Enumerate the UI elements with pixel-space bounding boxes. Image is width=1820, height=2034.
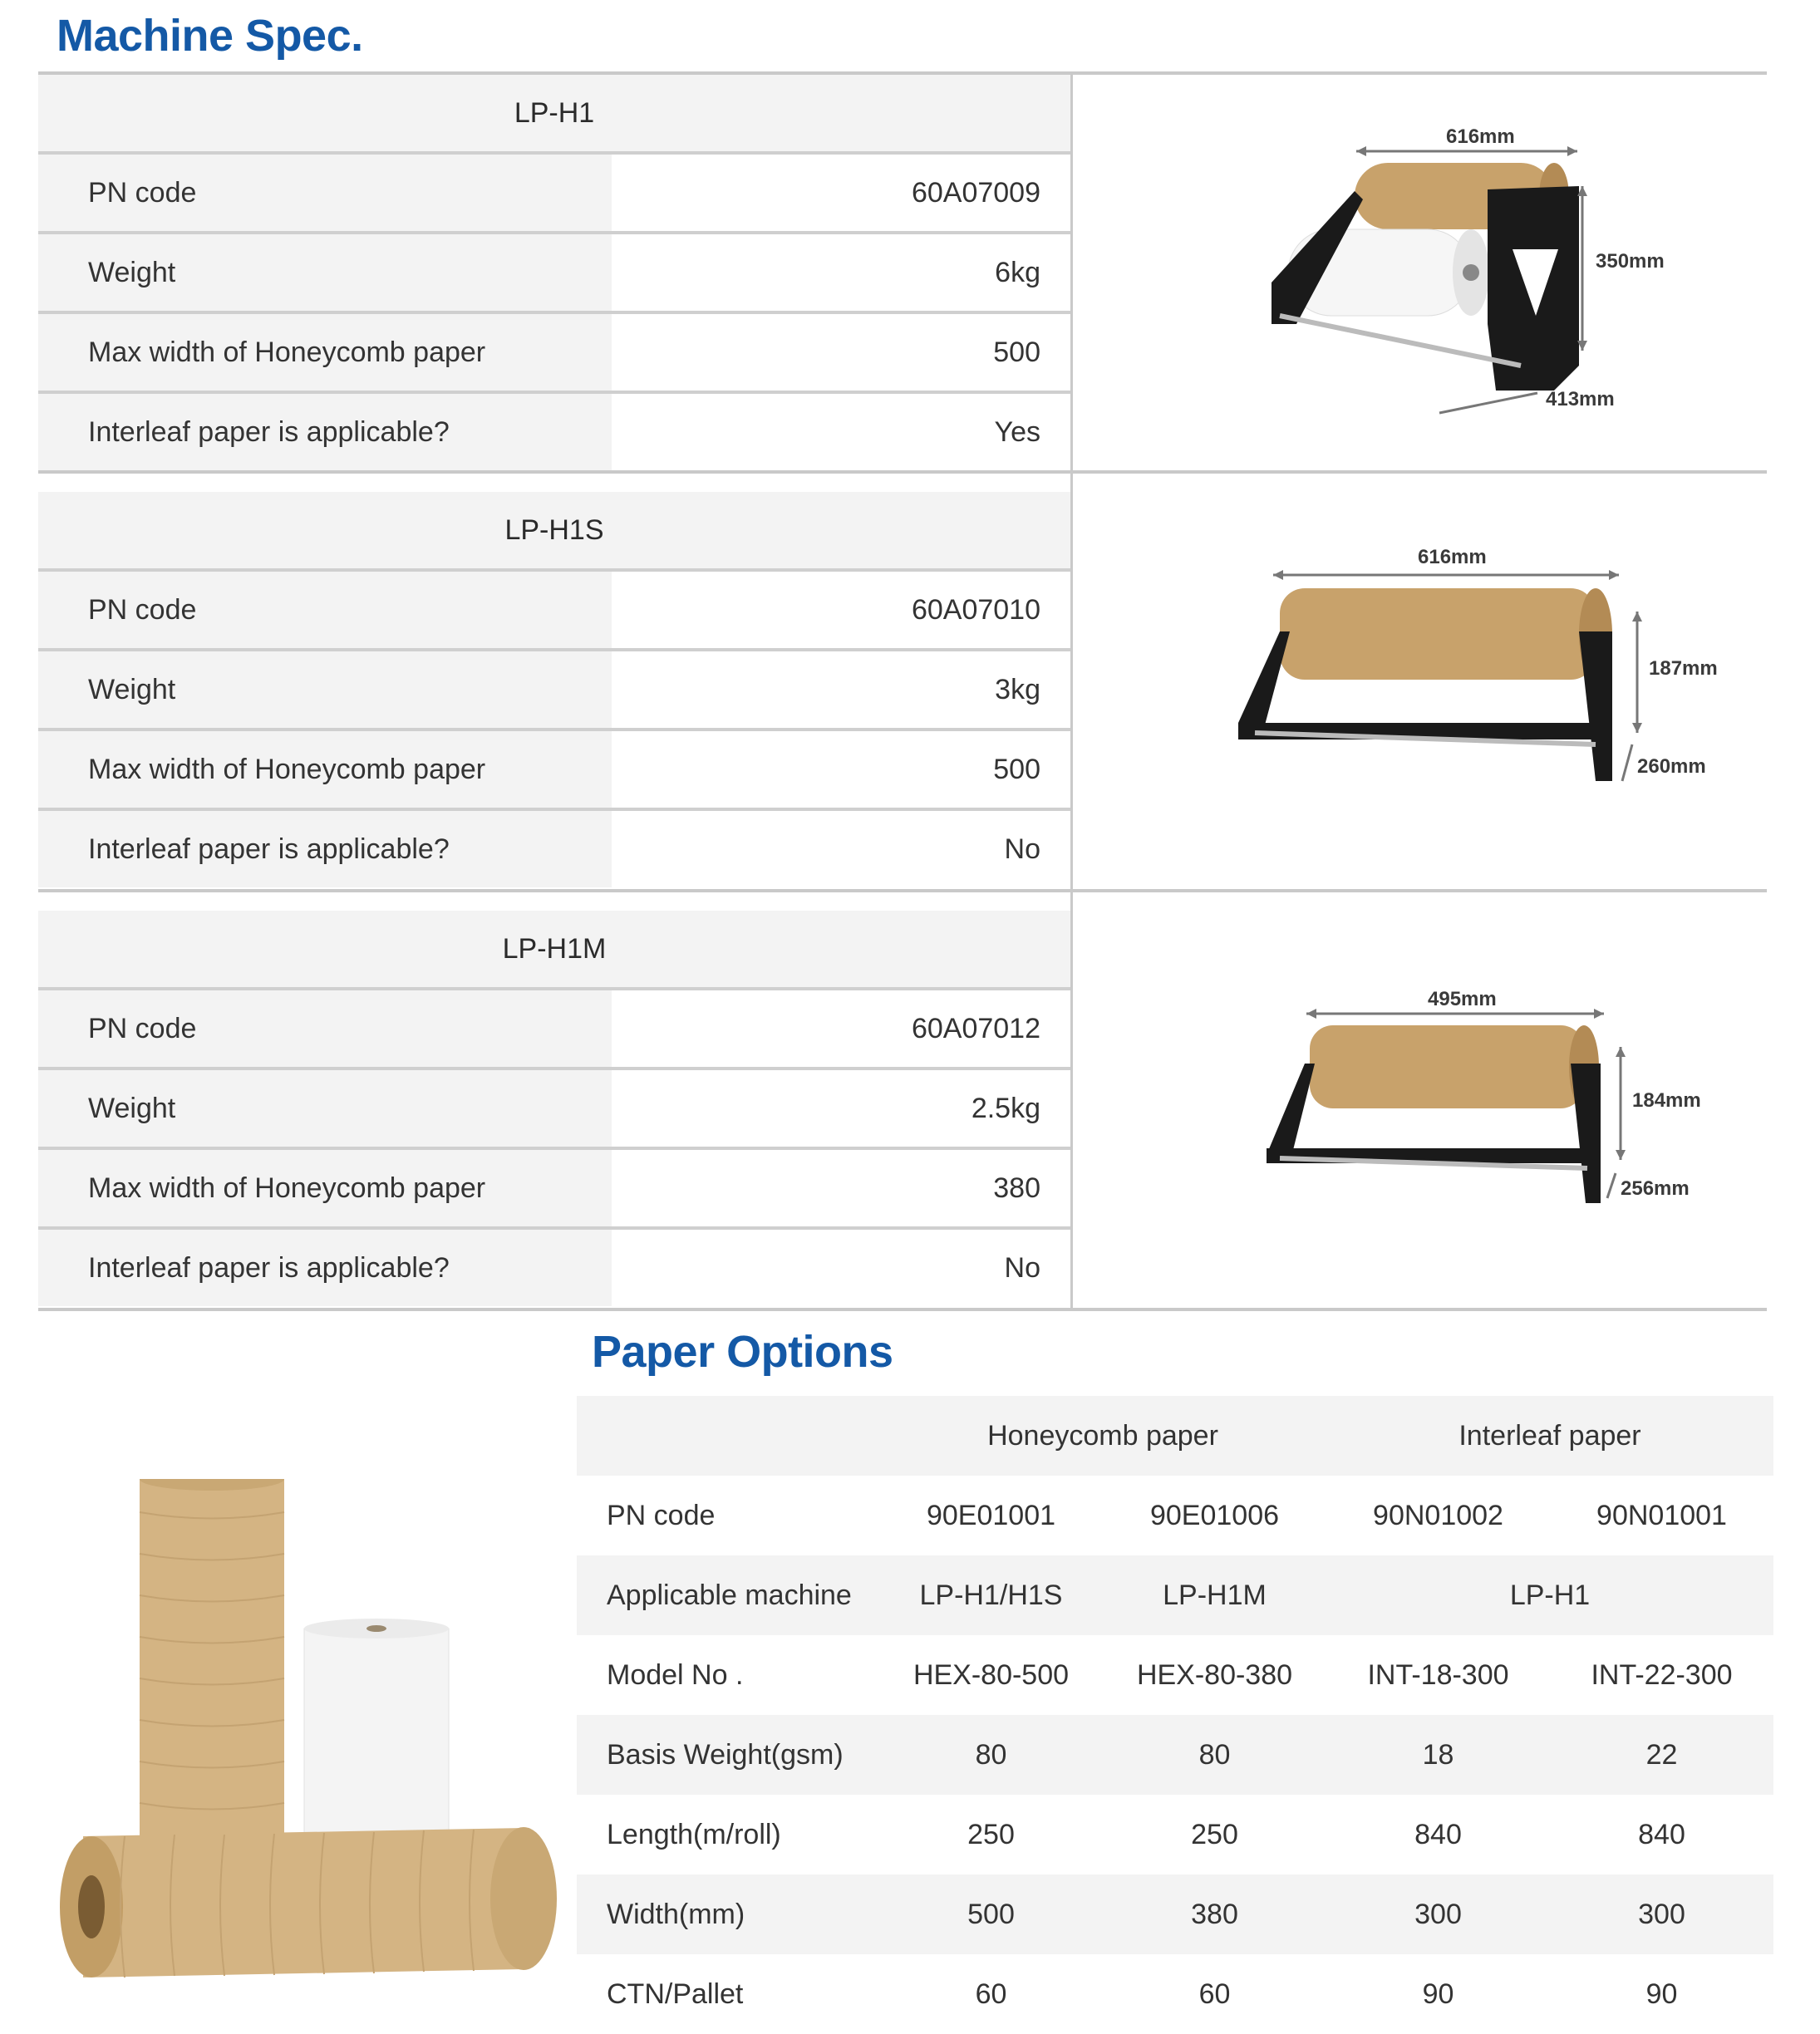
table-cell: HEX-80-500 [912,1658,1070,1691]
spec-row [38,651,1070,731]
spec-row [38,731,1070,811]
table-cell: 90 [1422,1978,1454,2010]
spec-value: 380 [612,1150,1070,1226]
row-label: Width(mm) [607,1898,745,1930]
row-label: Length(m/roll) [607,1818,781,1850]
table-cell: 300 [1414,1898,1462,1930]
table-cell: 840 [1638,1818,1685,1850]
paper-rolls-image [58,1479,573,1978]
block-separator [38,470,1767,474]
table-row [577,1795,1773,1874]
dim-height-label: 187mm [1649,657,1718,680]
dim-depth-label: 260mm [1637,755,1706,778]
spec-label: Weight [38,234,612,311]
table-cell: 90N01002 [1373,1499,1503,1531]
row-label: PN code [607,1499,716,1531]
vertical-divider [1070,73,1073,1309]
table-row [577,1715,1773,1795]
spec-value: 6kg [612,234,1070,311]
spec-row [38,572,1070,651]
spec-row [38,1230,1070,1306]
machine-spec-title: Machine Spec. [57,11,363,61]
dim-depth-label: 256mm [1621,1177,1690,1200]
spec-value: Yes [612,394,1070,470]
table-cell: 90E01006 [1149,1499,1280,1531]
table-header-row [577,1396,1773,1476]
spec-row [38,811,1070,887]
spec-label: Interleaf paper is applicable? [38,1230,612,1306]
block-separator [38,889,1767,892]
spec-value: 500 [612,731,1070,808]
table-cell: 500 [967,1898,1015,1930]
model-name: LP-H1 [38,75,1070,155]
spec-label: Interleaf paper is applicable? [38,394,612,470]
row-label: CTN/Pallet [607,1978,744,2010]
spec-value: 60A07010 [612,572,1070,648]
group-header-honeycomb: Honeycomb paper [987,1419,1218,1452]
table-cell: 60 [975,1978,1007,2010]
spec-label: PN code [38,990,612,1067]
spec-label: Max width of Honeycomb paper [38,1150,612,1226]
spec-value: 60A07009 [612,155,1070,231]
table-cell: 18 [1422,1738,1454,1771]
spec-value: 2.5kg [612,1070,1070,1147]
spec-value: No [612,1230,1070,1306]
row-label: Basis Weight(gsm) [607,1738,844,1771]
table-cell: 250 [967,1818,1015,1850]
table-cell: 840 [1414,1818,1462,1850]
machine-lp-h1m-image [1255,980,1720,1213]
spec-row [38,314,1070,394]
table-cell: 90E01001 [926,1499,1056,1531]
spec-row [38,155,1070,234]
table-cell: 80 [1198,1738,1231,1771]
spec-label: Max width of Honeycomb paper [38,314,612,391]
table-row [577,1555,1773,1635]
spec-row [38,1070,1070,1150]
table-cell: LP-H1M [1163,1579,1267,1611]
table-row [577,1476,1773,1555]
spec-row [38,1150,1070,1230]
spec-label: Weight [38,1070,612,1147]
table-cell: 90N01001 [1596,1499,1727,1531]
table-cell: LP-H1/H1S [919,1579,1063,1611]
machine-lp-h1s-image [1222,540,1737,789]
dim-width-label: 616mm [1418,546,1487,568]
spec-label: PN code [38,572,612,648]
spec-value: 500 [612,314,1070,391]
dim-height-label: 350mm [1596,250,1665,273]
spec-block-lp-h1m [38,911,1070,1306]
dim-width-label: 616mm [1446,125,1515,148]
table-cell: LP-H1 [1509,1579,1591,1611]
table-row [577,1874,1773,1954]
dim-depth-label: 413mm [1546,388,1615,410]
dim-width-label: 495mm [1428,988,1497,1010]
spec-block-lp-h1s [38,492,1070,887]
table-cell: 60 [1198,1978,1231,2010]
table-cell: 250 [1191,1818,1238,1850]
paper-options-table [577,1396,1773,2034]
table-cell: INT-18-300 [1367,1658,1509,1691]
row-label: Applicable machine [607,1579,852,1611]
spec-value: 60A07012 [612,990,1070,1067]
table-cell: INT-22-300 [1591,1658,1733,1691]
table-row [577,1635,1773,1715]
table-cell: HEX-80-380 [1136,1658,1293,1691]
spec-block-lp-h1 [38,75,1070,470]
dim-height-label: 184mm [1632,1089,1701,1112]
table-row [577,1954,1773,2034]
spec-row [38,990,1070,1070]
spec-label: Interleaf paper is applicable? [38,811,612,887]
block-separator [38,1308,1767,1311]
spec-label: Weight [38,651,612,728]
table-cell: 22 [1645,1738,1678,1771]
table-cell: 90 [1645,1978,1678,2010]
spec-value: No [612,811,1070,887]
row-label: Model No . [607,1658,744,1691]
paper-options-title: Paper Options [592,1327,893,1377]
spec-value: 3kg [612,651,1070,728]
table-cell: 300 [1638,1898,1685,1930]
table-cell: 380 [1191,1898,1238,1930]
model-name: LP-H1M [38,911,1070,990]
spec-row [38,394,1070,470]
spec-label: Max width of Honeycomb paper [38,731,612,808]
group-header-interleaf: Interleaf paper [1458,1419,1641,1452]
machine-lp-h1-image [1247,116,1745,424]
model-name: LP-H1S [38,492,1070,572]
spec-label: PN code [38,155,612,231]
spec-row [38,234,1070,314]
table-cell: 80 [975,1738,1007,1771]
